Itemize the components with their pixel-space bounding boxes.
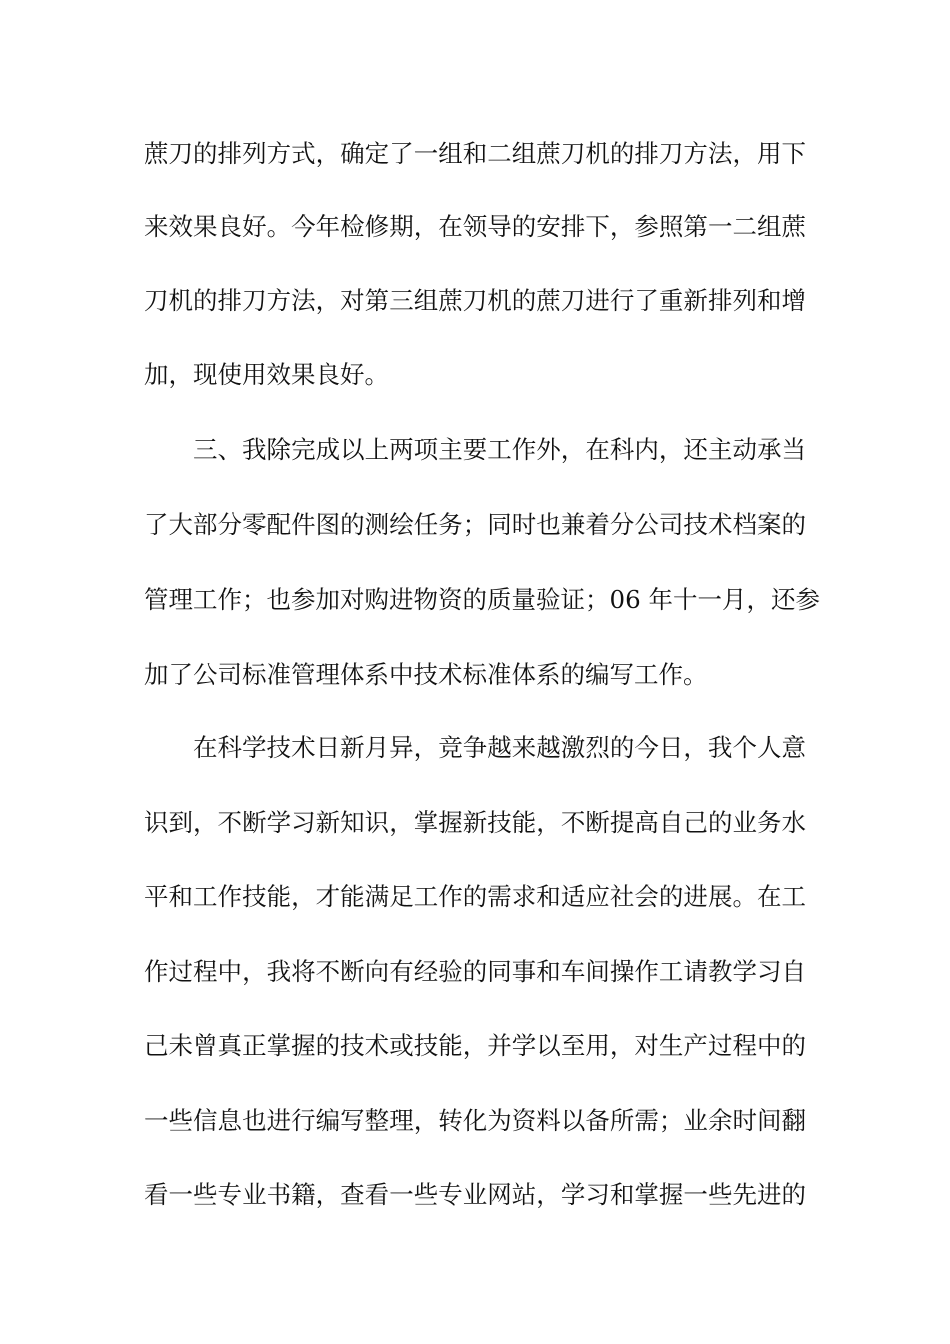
text-line: 蔗刀的排列方式，确定了一组和二组蔗刀机的排刀方法，用下 — [144, 139, 806, 168]
text-line: 一些信息也进行编写整理，转化为资料以备所需；业余时间翻 — [144, 1106, 806, 1135]
text-line: 加了公司标准管理体系中技术标准体系的编写工作。 — [144, 660, 708, 689]
text-line: 了大部分零配件图的测绘任务；同时也兼着分公司技术档案的 — [144, 510, 806, 539]
text-line: 平和工作技能，才能满足工作的需求和适应社会的进展。在工 — [144, 882, 806, 911]
text-line: 作过程中，我将不断向有经验的同事和车间操作工请教学习自 — [144, 957, 806, 986]
text-line: 管理工作；也参加对购进物资的质量验证；06 年十一月，还参 — [144, 585, 820, 614]
text-line: 刀机的排刀方法，对第三组蔗刀机的蔗刀进行了重新排列和增 — [144, 286, 806, 315]
text-line: 己未曾真正掌握的技术或技能，并学以至用，对生产过程中的 — [144, 1031, 806, 1060]
text-line: 识到，不断学习新知识，掌握新技能，不断提高自己的业务水 — [144, 808, 806, 837]
text-line: 来效果良好。今年检修期，在领导的安排下，参照第一二组蔗 — [144, 212, 806, 241]
paragraph-first-line: 三、我除完成以上两项主要工作外，在科内，还主动承当 — [193, 435, 806, 464]
text-line: 加，现使用效果良好。 — [144, 360, 389, 389]
paragraph-first-line: 在科学技术日新月异，竞争越来越激烈的今日，我个人意 — [193, 733, 806, 762]
text-line: 看一些专业书籍，查看一些专业网站，学习和掌握一些先进的 — [144, 1180, 806, 1209]
